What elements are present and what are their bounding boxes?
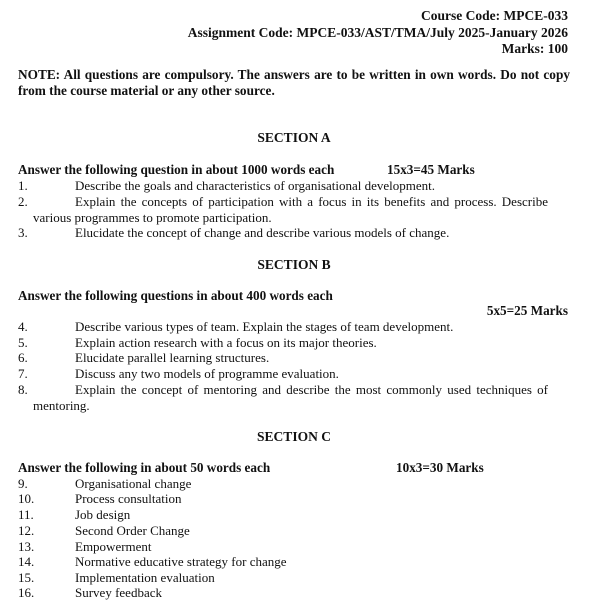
question-text: Implementation evaluation [75,570,215,585]
question-text: Elucidate parallel learning structures. [75,350,270,365]
question-number: 1. [18,178,28,193]
total-marks: Marks: 100 [501,41,568,56]
section-c-title: SECTION C [257,429,331,444]
question-text: Empowerment [75,539,152,554]
question-text: Describe the goals and characteristics of organisational development. [75,178,436,193]
question-text: Survey feedback [75,585,162,600]
section-a-title: SECTION A [257,130,331,145]
question-number: 13. [18,539,35,554]
course-code: Course Code: MPCE-033 [421,8,568,23]
question-number: 5. [18,335,28,350]
section-b-instruction: Answer the following questions in about 400 words each [18,288,333,303]
question-number: 8. [18,382,28,397]
question-number: 10. [18,491,35,506]
question-number: 2. [18,194,28,209]
section-a-instruction: Answer the following question in about 1000 words each [18,162,335,177]
section-b-marks: 5x5=25 Marks [486,303,568,318]
question-text: Elucidate the concept of change and describe various models of change. [75,225,450,240]
section-c-instruction: Answer the following in about 50 words each [18,460,271,475]
question-number: 6. [18,350,28,365]
question-text: Job design [75,507,131,522]
section-a-marks: 15x3=45 Marks [387,162,475,177]
question-number: 11. [18,507,34,522]
question-text: Discuss any two models of programme evaluation. [75,366,339,381]
question-text: Second Order Change [75,523,190,538]
question-number: 15. [18,570,35,585]
section-c-marks: 10x3=30 Marks [396,460,484,475]
question-number: 7. [18,366,28,381]
section-b-title: SECTION B [257,257,331,272]
question-text: Explain action research with a focus on its major theories. [75,335,377,350]
question-number: 3. [18,225,28,240]
question-number: 9. [18,476,28,491]
question-number: 12. [18,523,35,538]
question-number: 4. [18,319,28,334]
question-text: Explain the concepts of participation with a focus in its benefits and process. Describe various programmes to promote participation. [33,194,548,225]
assignment-code: Assignment Code: MPCE-033/AST/TMA/July 2025-January 2026 [187,25,568,40]
question-text: Explain the concept of mentoring and describe the most commonly used techniques of mentoring. [33,382,548,413]
question-number: 16. [18,585,35,600]
question-text: Organisational change [75,476,192,491]
question-text: Describe various types of team. Explain the stages of team development. [75,319,454,334]
question-text: Process consultation [75,491,182,506]
note: NOTE: All questions are compulsory. The answers are to be written in own words. Do not copy from the course material or any other source. [18,67,570,98]
question-text: Normative educative strategy for change [75,554,287,569]
question-number: 14. [18,554,35,569]
